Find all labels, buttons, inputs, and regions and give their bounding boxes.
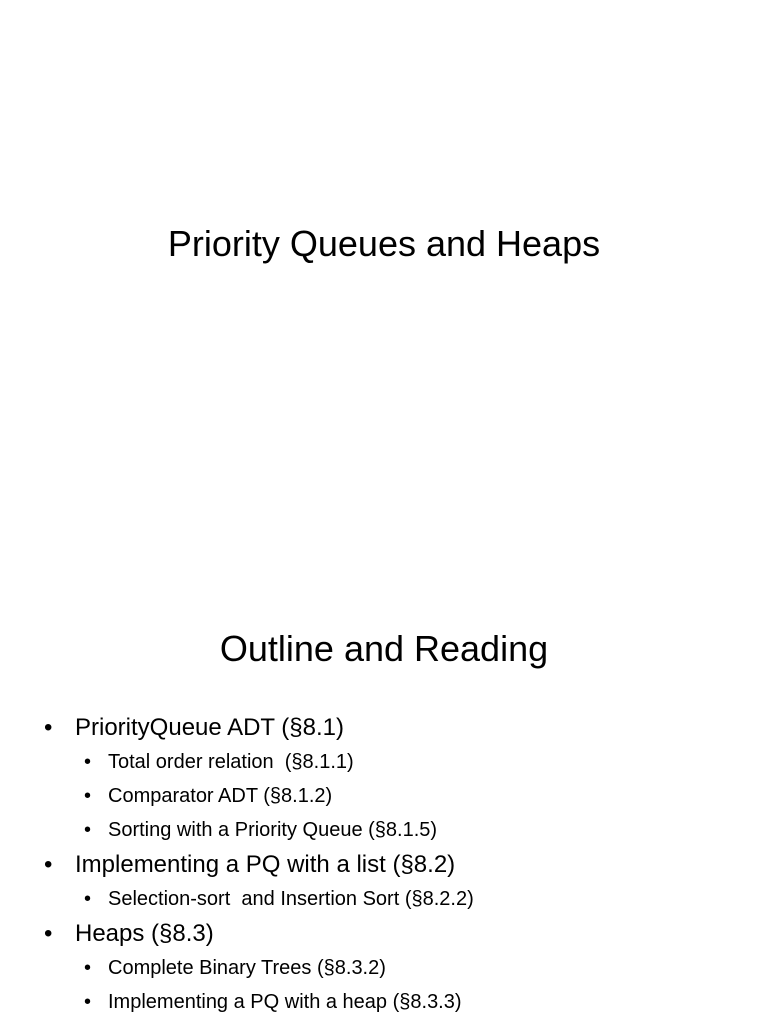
outline-item <box>44 710 754 847</box>
outline-subitem-label: Total order relation (§8.1.1) <box>108 751 354 773</box>
outline-subitem-label: Comparator ADT (§8.1.2) <box>108 785 333 807</box>
outline-item-label: Heaps (§8.3) <box>75 920 214 947</box>
bullet-icon: • <box>84 888 92 910</box>
bullet-icon: • <box>84 991 92 1013</box>
outline-subitem-label: Implementing a PQ with a heap (§8.3.3) <box>108 991 462 1013</box>
bullet-icon: • <box>84 957 92 979</box>
outline-subitem <box>44 813 754 847</box>
outline-subitem <box>44 882 754 916</box>
outline-item-label: Implementing a PQ with a list (§8.2) <box>75 851 456 878</box>
bullet-icon: • <box>44 851 53 878</box>
outline-subitem-label: Complete Binary Trees (§8.3.2) <box>108 957 386 979</box>
outline-subitem-label: Selection-sort and Insertion Sort (§8.2.2) <box>108 888 474 910</box>
outline-sublist <box>75 951 754 1019</box>
outline-subitem-label: Sorting with a Priority Queue (§8.1.5) <box>108 819 438 841</box>
bullet-icon: • <box>44 920 53 947</box>
slide-1-title: Priority Queues and Heaps <box>167 223 601 264</box>
bullet-icon: • <box>84 751 92 773</box>
bullet-icon: • <box>84 785 92 807</box>
outline-item-label: PriorityQueue ADT (§8.1) <box>75 714 345 741</box>
outline-list <box>44 710 754 1019</box>
outline-sublist <box>75 882 754 916</box>
slide-2 <box>0 512 768 1024</box>
outline-sublist <box>75 745 754 847</box>
outline-subitem <box>44 985 754 1019</box>
outline-subitem <box>44 779 754 813</box>
outline-item <box>44 916 754 1019</box>
bullet-icon: • <box>84 819 92 841</box>
bullet-icon: • <box>44 714 53 741</box>
slide-2-title: Outline and Reading <box>219 628 549 669</box>
outline-item <box>44 847 754 916</box>
outline-subitem <box>44 745 754 779</box>
outline-subitem <box>44 951 754 985</box>
